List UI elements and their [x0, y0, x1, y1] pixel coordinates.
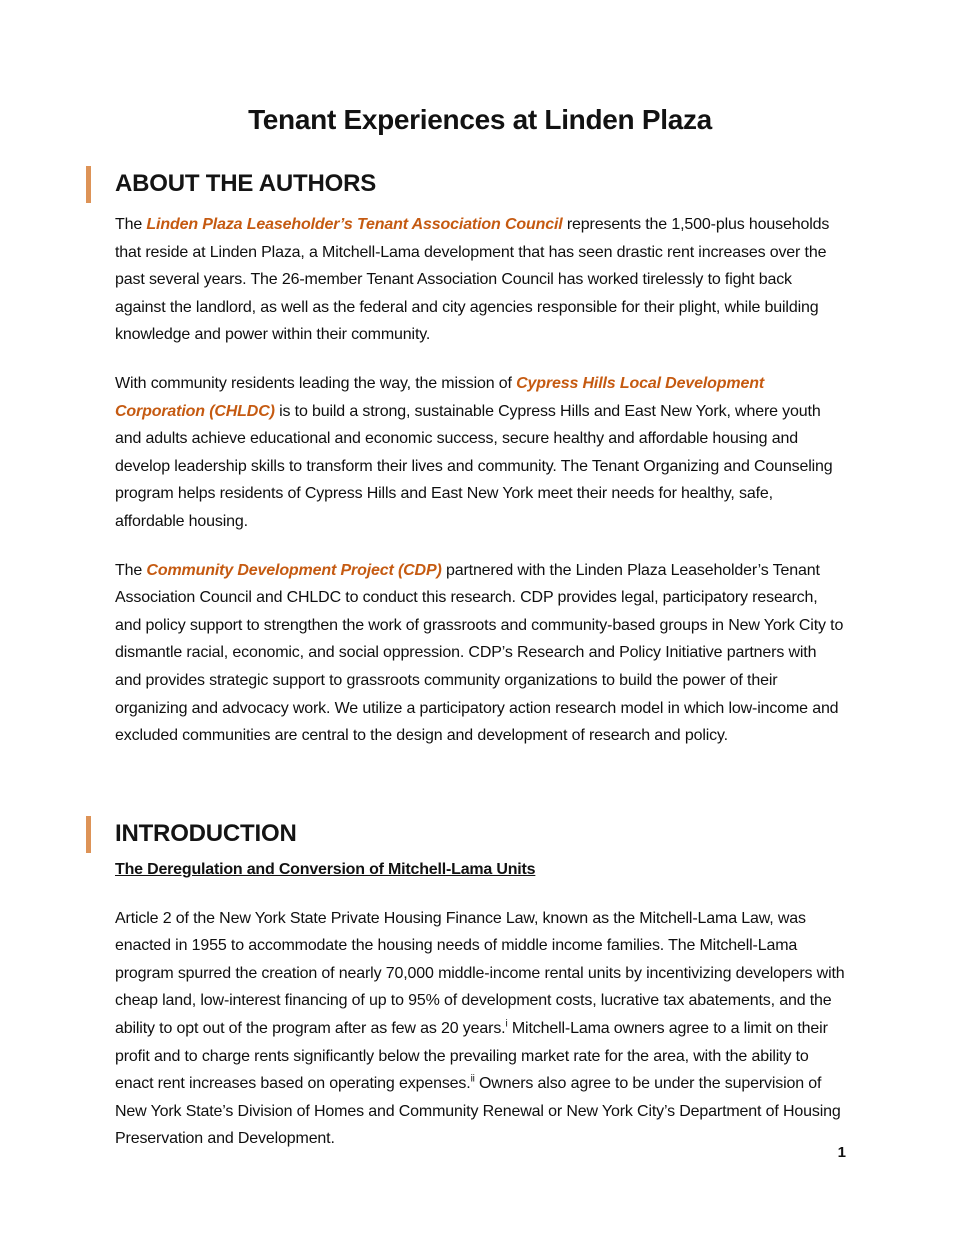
- page-number: 1: [837, 1144, 846, 1161]
- text-run: partnered with the Linden Plaza Leaseholder’s Tenant Association Council and CHLDC to conduct this research. CDP provides legal, participatory research, and policy support to strengthen the work of grassroots and community-based groups in New York City to dismantle racial, economic, and social oppression. CDP’s Research and Policy Initiative partners with and provides strategic support to grassroots community organizations to build the power of their organizing and advocacy work. We utilize a participatory action research model in which low-income and excluded communities are central to the design and development of research and policy.: [115, 561, 844, 745]
- section-heading: INTRODUCTION: [115, 819, 297, 847]
- heading-accent-bar: [86, 816, 91, 853]
- section-introduction: [115, 816, 845, 1153]
- accent-text: Linden Plaza Leaseholder’s Tenant Association Council: [146, 216, 563, 233]
- section-about-the-authors: [115, 166, 845, 750]
- sections-container: [115, 166, 845, 1153]
- text-run: Article 2 of the New York State Private Housing Finance Law, known as the Mitchell-Lama Law, was enacted in 1955 to accommodate the housing needs of middle income families. The Mitchell-Lama program spurred the creation of nearly 70,000 middle-income rental units by incentivizing developers with cheap land, low-interest financing of up to 95% of development costs, lucrative tax abatements, and the ability to opt out of the program after as few as 20 years.: [115, 909, 845, 1038]
- section-subheading: The Deregulation and Conversion of Mitchell-Lama Units: [115, 860, 536, 878]
- paragraph: [115, 905, 845, 1153]
- paragraph: [115, 370, 845, 536]
- accent-text: Cypress Hills Local Development Corporation (CHLDC): [115, 374, 764, 420]
- text-run: represents the 1,500-plus households that reside at Linden Plaza, a Mitchell-Lama development that has seen drastic rent increases over the past several years. The 26-member Tenant Association Council has worked tirelessly to fight back against the landlord, as well as the federal and city agencies responsible for their plight, while building knowledge and power within their community.: [115, 216, 830, 344]
- text-run: Mitchell-Lama owners agree to a limit on their profit and to charge rents significantly below the prevailing market rate for the area, with the ability to enact rent increases based on operating expenses.: [115, 1020, 828, 1093]
- heading-accent-bar: [86, 166, 91, 203]
- paragraph: [115, 557, 845, 750]
- accent-text: Community Development Project (CDP): [146, 561, 442, 579]
- text-run: With community residents leading the way, the mission of: [115, 374, 517, 392]
- text-run: is to build a strong, sustainable Cypress Hills and East New York, where youth and adults achieve educational and economic success, secure healthy and affordable housing and develop leadership skills to transform their lives and community. The Tenant Organizing and Counseling program helps residents of Cypress Hills and East New York meet their needs for healthy, safe, affordable housing.: [115, 402, 833, 530]
- section-heading: ABOUT THE AUTHORS: [115, 170, 377, 197]
- text-run: The: [115, 216, 147, 233]
- text-run: The: [115, 561, 147, 579]
- document-title: Tenant Experiences at Linden Plaza: [248, 104, 712, 135]
- section-heading-row: [86, 166, 845, 203]
- text-run: Owners also agree to be under the supervision of New York State’s Division of Homes and Community Renewal or New York City’s Department of Housing Preservation and Development.: [115, 1075, 841, 1148]
- paragraph: [115, 211, 845, 349]
- endnote-reference: ii: [470, 1073, 475, 1085]
- section-heading-row: [86, 816, 845, 853]
- endnote-reference: i: [505, 1018, 508, 1030]
